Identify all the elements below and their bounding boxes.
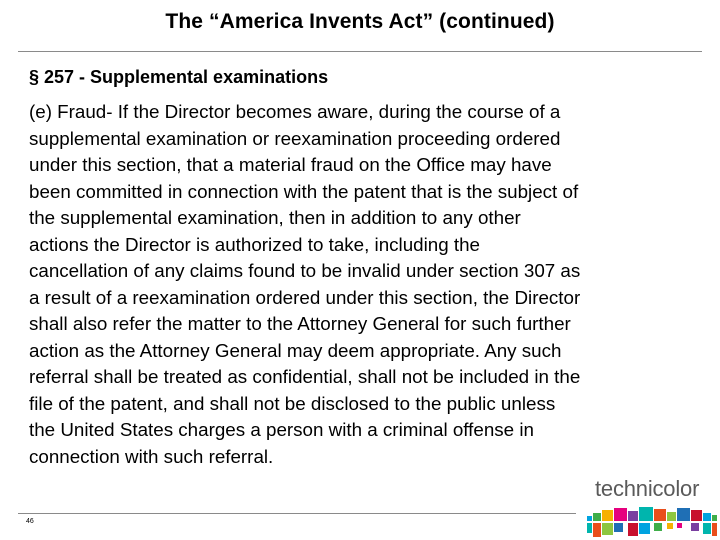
logo-block [677, 508, 690, 521]
body-line: cancellation of any claims found to be invalid under section 307 as [29, 260, 581, 281]
logo-color-grid-icon [585, 506, 717, 540]
logo-block [639, 523, 650, 534]
body-line: file of the patent, and shall not be disclosed to the public unless [29, 392, 556, 414]
technicolor-logo [585, 476, 717, 540]
body-paragraph [29, 99, 717, 470]
logo-block [587, 523, 592, 533]
body-line: action as the Attorney General may deem appropriate. Any such [29, 339, 562, 361]
body-line: referral shall be treated as confidential, shall not be included in the [29, 366, 581, 387]
logo-block [628, 511, 638, 521]
footer-divider [18, 513, 576, 514]
body-line: actions the Director is authorized to take, including the [29, 233, 480, 255]
logo-block [654, 523, 662, 531]
body-line: (e) Fraud- If the Director becomes aware, during the course of a [29, 101, 561, 122]
body-line: connection with such referral. [29, 445, 274, 467]
page-number: 46 [26, 518, 34, 525]
logo-wordmark: technicolor [595, 476, 700, 501]
body-line: under this section, that a material fraud on the Office may have [29, 154, 552, 175]
logo-block [614, 508, 627, 521]
logo-block [587, 516, 592, 521]
body-line: the supplemental examination, then in addition to any other [29, 207, 521, 228]
logo-block [691, 510, 702, 521]
logo-block [667, 512, 676, 521]
logo-block [667, 523, 673, 529]
logo-block [639, 507, 653, 521]
logo-block [703, 523, 711, 534]
slide-title: The “America Invents Act” (continued) [165, 10, 555, 33]
body-line: supplemental examination or reexamination proceeding ordered [29, 127, 561, 149]
title-divider [18, 51, 702, 52]
body-line: been committed in connection with the patent that is the subject of [29, 180, 579, 202]
logo-block [677, 523, 682, 528]
body-line: shall also refer the matter to the Attorney General for such further [29, 313, 571, 334]
logo-block [712, 515, 717, 521]
body-line: a result of a reexamination ordered under this section, the Director [29, 286, 581, 308]
logo-block [654, 509, 666, 521]
logo-block [703, 513, 711, 521]
logo-block [602, 523, 613, 535]
logo-block [593, 523, 601, 537]
logo-block [602, 510, 613, 521]
logo-block [614, 523, 623, 532]
logo-block [691, 523, 699, 531]
logo-block [593, 513, 601, 521]
section-heading: § 257 - Supplemental examinations [29, 67, 329, 87]
logo-block [712, 523, 717, 536]
logo-block [628, 523, 638, 536]
body-line: the United States charges a person with a criminal offense in [29, 419, 534, 440]
